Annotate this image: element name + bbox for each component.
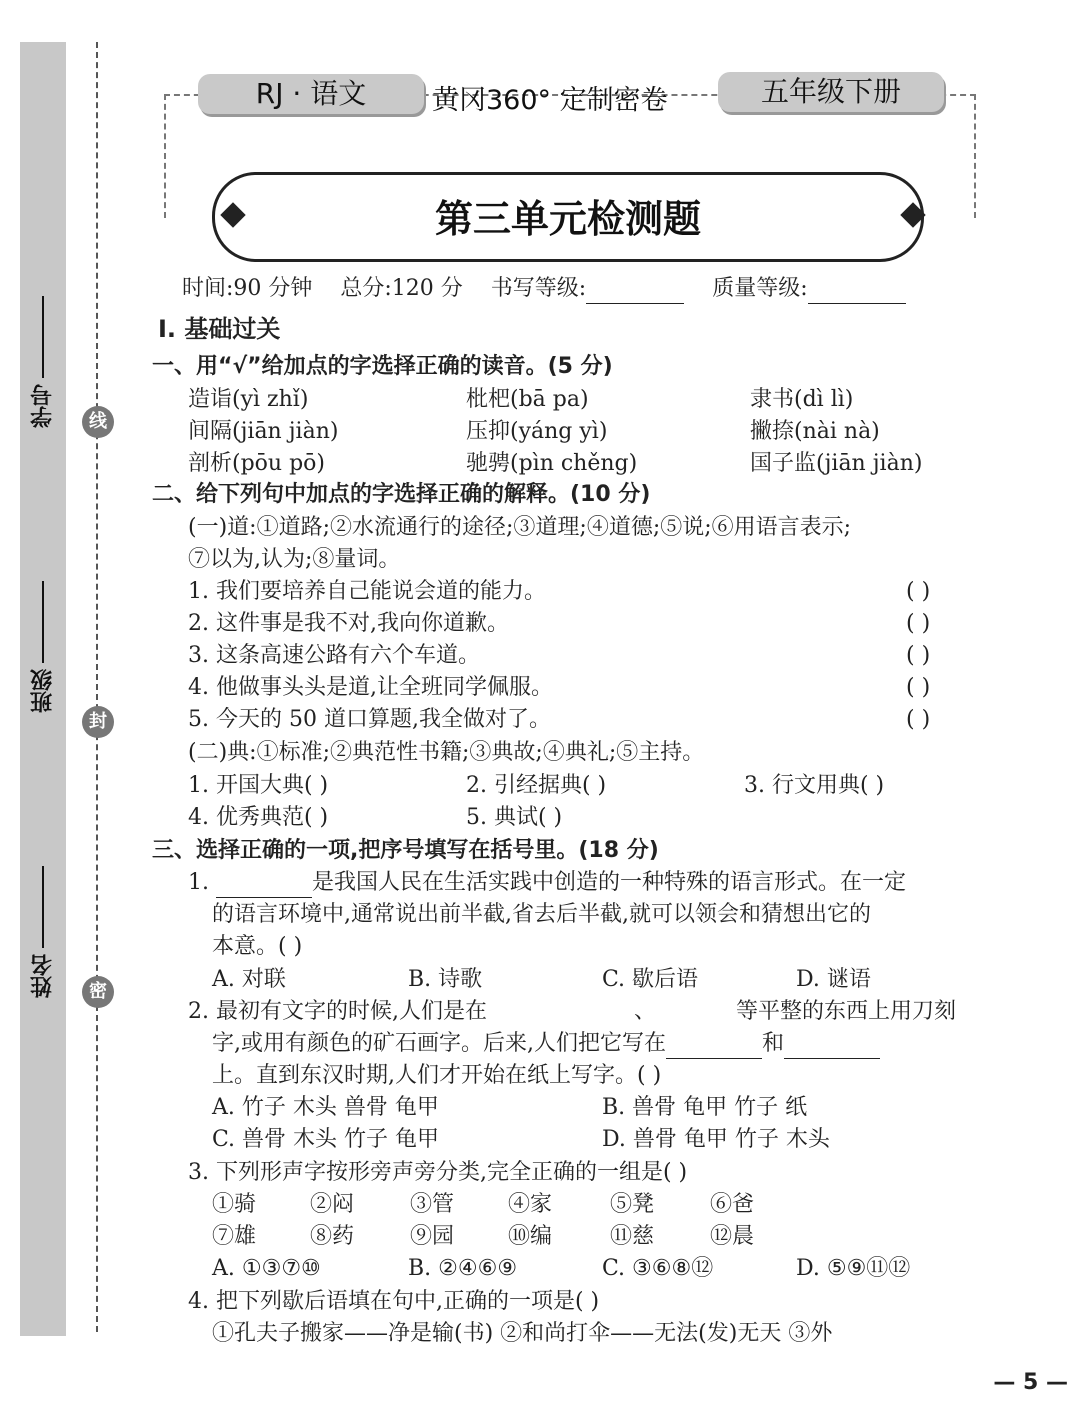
q3-s2-line3: 上。直到东汉时期,人们才开始在纸上写字。( ) [212, 1063, 662, 1088]
q3-s1-number: 1. [188, 870, 209, 895]
q3-s2-and: 和 [762, 1031, 785, 1056]
q2-dian-1: 1. 开国大典( ) [188, 773, 329, 798]
series-title: 黄冈360° 定制密卷 [432, 85, 668, 116]
q3-s3-opt-d[interactable]: D. ⑤⑨⑪⑫ [796, 1256, 911, 1281]
answer-paren[interactable]: ( ) [906, 675, 931, 700]
q3-s3-char: ④家 [508, 1192, 553, 1217]
writing-grade-label: 书写等级: [490, 276, 587, 301]
answer-paren[interactable]: ( ) [906, 579, 931, 604]
q1-r2-c3: 撇捺(nài nà) [750, 419, 880, 444]
q3-s2-line1a: 2. 最初有文字的时候,人们是在 [188, 999, 487, 1024]
q3-s4-line1: 4. 把下列歇后语填在句中,正确的一项是( ) [188, 1289, 600, 1314]
q3-s1-opt-d[interactable]: D. 谜语 [796, 967, 871, 992]
q3-s2-opt-b[interactable]: B. 兽骨 龟甲 竹子 纸 [602, 1095, 808, 1120]
q3-s3-char: ⑪慈 [610, 1224, 655, 1249]
q2-def1-a: (一)道:①道路;②水流通行的途径;③道理;④道德;⑤说;⑥用语言表示; [188, 515, 852, 540]
q3-s3-char: ⑧药 [310, 1224, 355, 1249]
q3-s3-opt-a[interactable]: A. ①③⑦⑩ [212, 1256, 321, 1281]
q3-s3-line1: 3. 下列形声字按形旁声旁分类,完全正确的一组是( ) [188, 1160, 688, 1185]
q3-s3-char: ②闷 [310, 1192, 355, 1217]
q3-s3-opt-b[interactable]: B. ②④⑥⑨ [408, 1256, 518, 1281]
grade-pill: 五年级下册 [718, 72, 944, 112]
info-line [182, 274, 906, 304]
q2-def1-b: ⑦以为,认为;⑧量词。 [188, 547, 401, 572]
q3-s2-line1b: 、 [634, 999, 657, 1024]
q3-s2-line2 [212, 1029, 880, 1059]
q2-dian-5: 5. 典试( ) [466, 805, 563, 830]
q3-s3-char: ③管 [410, 1192, 455, 1217]
q3-s1-opt-b[interactable]: B. 诗歌 [408, 967, 483, 992]
answer-paren[interactable]: ( ) [906, 643, 931, 668]
seal-xian: 线 [82, 406, 114, 438]
q3-s3-char: ⑨园 [410, 1224, 455, 1249]
q3-s2-opt-a[interactable]: A. 竹子 木头 兽骨 龟甲 [212, 1095, 439, 1120]
q2-dian-2: 2. 引经据典( ) [466, 773, 607, 798]
q3-s2-opt-d[interactable]: D. 兽骨 龟甲 竹子 木头 [602, 1127, 830, 1152]
q2-item5: 5. 今天的 50 道口算题,我全做对了。 [188, 707, 551, 732]
q3-s3-opt-c[interactable]: C. ③⑥⑧⑫ [602, 1256, 714, 1281]
q3-s4-line2: ①孔夫子搬家——净是输(书) ②和尚打伞——无法(发)无天 ③外 [212, 1321, 833, 1346]
part-heading: Ⅰ. 基础过关 [158, 315, 281, 343]
q1-r3-c3: 国子监(jiān jiàn) [750, 451, 923, 476]
q3-s1-line1 [188, 868, 906, 898]
q3-s1-blank[interactable] [216, 875, 312, 898]
q3-s2-blank1[interactable] [666, 1036, 762, 1059]
class-text: 班级 [30, 669, 56, 713]
q3-s3-char: ⑥爸 [710, 1192, 755, 1217]
name-label [22, 860, 64, 998]
cut-line [96, 42, 98, 1332]
q2-item3: 3. 这条高速公路有六个车道。 [188, 643, 480, 668]
student-id-text: 学号 [30, 384, 56, 428]
q3-s1-line3: 本意。( ) [212, 934, 303, 959]
q2-item4: 4. 他做事头头是道,让全班同学佩服。 [188, 675, 553, 700]
q3-s1-line2: 的语言环境中,通常说出前半截,省去后半截,就可以领会和猜想出它的 [212, 902, 871, 927]
q1-r2-c2: 压抑(yáng yì) [466, 419, 608, 444]
q3-s3-char: ⑤凳 [610, 1192, 655, 1217]
page-title: 第三单元检测题 [434, 196, 701, 241]
q1-heading: 一、用“√”给加点的字选择正确的读音。(5 分) [152, 354, 613, 379]
q3-heading: 三、选择正确的一项,把序号填写在括号里。(18 分) [152, 838, 659, 863]
q2-dian-3: 3. 行文用典( ) [744, 773, 885, 798]
q2-heading: 二、给下列句中加点的字选择正确的解释。(10 分) [152, 482, 651, 507]
q2-item1: 1. 我们要培养自己能说会道的能力。 [188, 579, 546, 604]
subject-pill: RJ · 语文 [198, 74, 424, 114]
quality-grade-field[interactable] [808, 281, 906, 304]
q3-s2-text: 字,或用有颜色的矿石画字。后来,人们把它写在 [212, 1031, 666, 1056]
q1-r1-c3: 隶书(dì lì) [750, 387, 854, 412]
q1-r3-c1: 剖析(pōu pō) [188, 451, 325, 476]
quality-grade-label: 质量等级: [712, 276, 808, 301]
q1-r1-c2: 枇杷(bā pa) [466, 387, 589, 412]
q1-r3-c2: 驰骋(pìn chěng) [466, 451, 638, 476]
q3-s3-char: ⑦雄 [212, 1224, 257, 1249]
writing-grade-field[interactable] [586, 281, 684, 304]
student-id-label [22, 290, 64, 428]
seal-mi: 密 [82, 976, 114, 1008]
seal-feng: 封 [82, 706, 114, 738]
q3-s1-text: 是我国人民在生活实践中创造的一种特殊的语言形式。在一定 [312, 870, 907, 895]
q2-item2: 2. 这件事是我不对,我向你道歉。 [188, 611, 509, 636]
q3-s3-char: ①骑 [212, 1192, 257, 1217]
q2-dian-4: 4. 优秀典范( ) [188, 805, 329, 830]
q3-s1-opt-c[interactable]: C. 歇后语 [602, 967, 699, 992]
total-text: 总分:120 分 [340, 276, 463, 301]
q3-s3-char: ⑩编 [508, 1224, 553, 1249]
q1-r2-c1: 间隔(jiān jiàn) [188, 419, 339, 444]
answer-paren[interactable]: ( ) [906, 707, 931, 732]
time-text: 时间:90 分钟 [182, 276, 313, 301]
q3-s2-blank2[interactable] [784, 1036, 880, 1059]
q3-s2-line1c: 等平整的东西上用刀刻 [736, 999, 957, 1024]
q3-s1-opt-a[interactable]: A. 对联 [212, 967, 286, 992]
q1-r1-c1: 造诣(yì zhǐ) [188, 387, 309, 412]
answer-paren[interactable]: ( ) [906, 611, 931, 636]
q3-s2-opt-c[interactable]: C. 兽骨 木头 竹子 龟甲 [212, 1127, 440, 1152]
q3-s3-char: ⑫晨 [710, 1224, 755, 1249]
page-number: — 5 — [993, 1370, 1068, 1395]
class-label [22, 575, 64, 713]
name-text: 姓名 [30, 954, 56, 998]
q2-def2: (二)典:①标准;②典范性书籍;③典故;④典礼;⑤主持。 [188, 740, 705, 765]
